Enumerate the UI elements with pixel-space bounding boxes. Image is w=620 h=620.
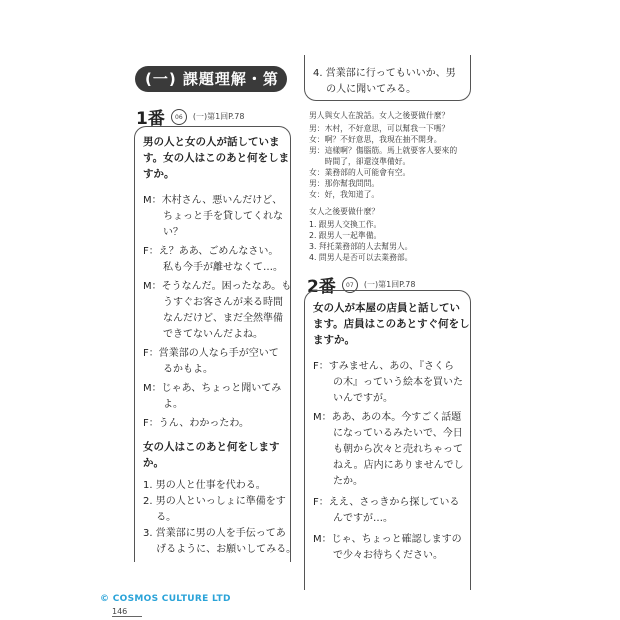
translation-line: 時間了，卻還沒準備好。 [309,157,411,166]
translation-line: 3. 拜托業務部的人去幫男人。 [309,242,413,251]
translation-line: 女：啊？不好意思，我現在抽不開身。 [309,135,442,144]
text-line: も朝から次々と売れちゃって [313,444,463,455]
copyright-watermark: © COSMOS CULTURE LTD [100,594,231,604]
translation-line: 4. 問男人是否可以去業務部。 [309,253,413,262]
translation-line: 1. 跟男人交換工作。 [309,220,382,229]
question-1-reference: (一)第1回P.78 [192,112,245,121]
text-line: なんだけど、まだ全然準備 [143,313,283,324]
text-line: いんですが。 [313,393,393,404]
text-line: 私も今手が離せなくて…。 [143,262,283,273]
translation-line: 男：那你幫我問問。 [309,179,380,188]
translation-line: 女：業務部的人可能會有空。 [309,168,411,177]
answer-option: る。 [143,512,177,523]
text-line: F：え？ああ、ごめんなさい。 [143,246,279,257]
text-line: ます。店員はこのあとすぐ何をし [313,318,470,330]
text-line: F：うん、わかったわ。 [143,418,249,429]
text-line: ますか。 [313,334,355,346]
question-2-reference: (一)第1回P.78 [363,280,416,289]
translation-line: 男：這樣啊？傷腦筋。馬上就要客人要來的 [309,146,458,155]
text-line: 男の人と女の人が話していま [143,136,280,148]
translation-line: 男：木村，不好意思，可以幫我一下嗎？ [309,124,450,133]
text-line: M：木村さん、悪いんだけど、 [143,195,283,206]
text-line: るかもよ。 [143,364,213,375]
answer-option: の人に聞いてみる。 [313,84,417,95]
text-line: F：すみません、あの、『さくら [313,361,454,372]
cd-audio-icon: 06 [171,109,187,125]
text-line: できてないんだよね。 [143,329,263,340]
text-line: M：じゃ、ちょっと確認しますの [313,534,462,545]
answer-option: 3. 営業部に男の人を手伝ってあ [143,528,286,539]
text-line: で少々お待ちください。 [313,550,443,561]
text-line: ねえ。店内にありませんでし [313,460,464,471]
text-line: F：ええ、さっきから探している [313,497,460,508]
text-line: よ。 [143,399,183,410]
answer-option: 1. 男の人と仕事を代わる。 [143,480,266,491]
text-line: す。女の人はこのあと何をしま [143,152,290,164]
question-2-number: 2番 [307,277,336,297]
translation-line: 男人與女人在說話。女人之後要做什麼？ [309,111,450,120]
text-line: M：じゃあ、ちょっと聞いてみ [143,383,282,394]
text-line: すか。 [143,168,175,180]
answer-option: 4. 営業部に行ってもいいか、男 [313,68,456,79]
text-line: ちょっと手を貸してくれな [143,211,283,222]
section-title: (一) 課題理解・第一回 [135,66,287,92]
answer-option: 2. 男の人といっしょに準備をす [143,496,286,507]
text-line: か。 [143,457,164,469]
text-line: F：営業部の人なら手が空いて [143,348,279,359]
text-line: の木』っていう絵本を買いた [313,377,463,388]
text-line: M：そうなんだ。困ったなあ。も [143,281,292,292]
text-line: 女の人はこのあと何をします [143,441,280,453]
text-line: たか。 [313,476,363,487]
answer-option: げるように、お願いしてみる。 [143,544,297,555]
text-line: い？ [143,227,183,238]
text-line: M：ああ、あの本。今すごく話題 [313,412,462,423]
text-line: んですが…。 [313,513,393,524]
cd-audio-icon: 07 [342,277,358,293]
text-line: うすぐお客さんが来る時間 [143,297,283,308]
translation-line: 女：好，我知道了。 [309,190,380,199]
page-number-underline [112,616,142,617]
translation-line: 2. 跟男人一起準備。 [309,231,382,240]
text-line: になっているみたいで、今日 [313,428,463,439]
question-1-number: 1番 [136,109,165,129]
translation-line: 女人之後要做什麼？ [309,207,380,216]
page-number: 146 [112,607,128,616]
text-line: 女の人が本屋の店員と話してい [313,302,460,314]
